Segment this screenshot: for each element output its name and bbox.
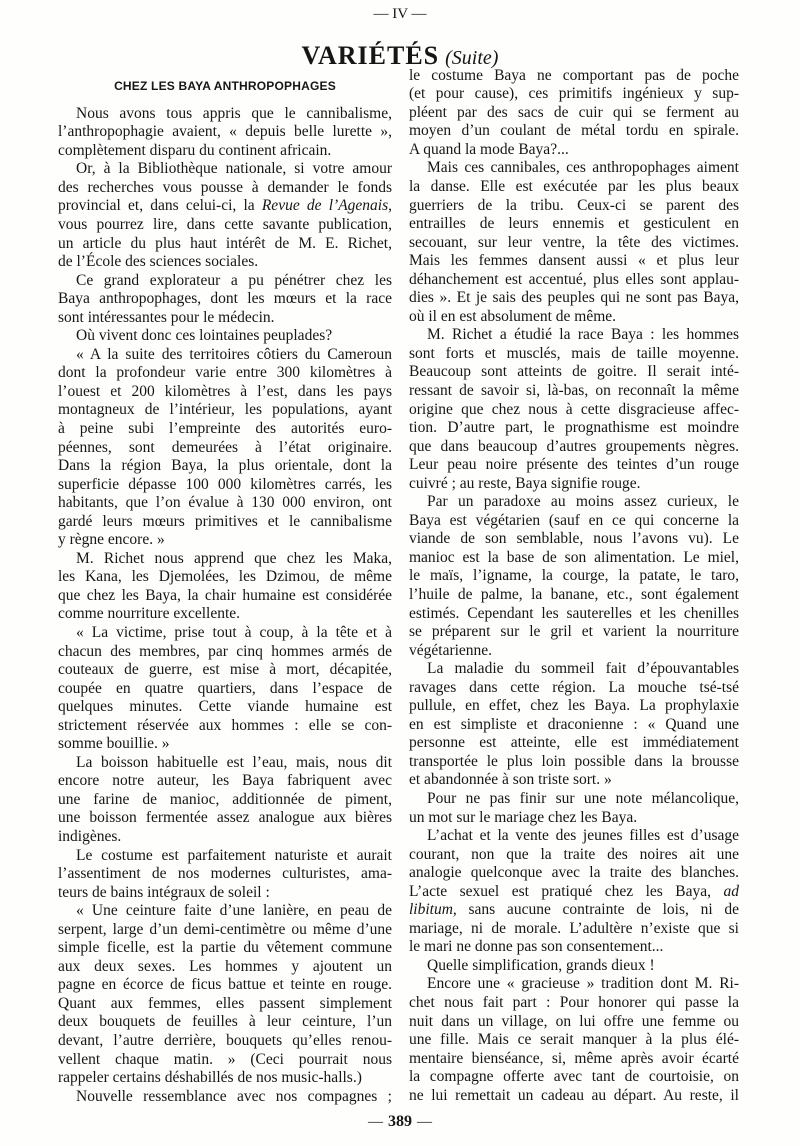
text-line: cuivré ; au reste, Baya signifie rouge.	[409, 474, 641, 492]
text-line: un article du plus haut intérêt de M. E. Richet,	[58, 234, 392, 252]
text-line: Encore une « gracieuse » tradition dont M. Ri-	[427, 975, 739, 993]
text-line: complètement disparu du continent africain.	[58, 141, 332, 159]
text-line: La maladie du sommeil fait d’épouvantables	[427, 660, 739, 678]
text-line: aux deux sexes. Les hommes y ajoutent un	[58, 957, 392, 975]
text-line: A quand la mode Baya?...	[409, 140, 569, 158]
paragraph	[409, 326, 739, 493]
section-title: VARIÉTÉS	[301, 41, 440, 70]
text-line: Baya est végétarien (sauf en ce qui concerne la	[409, 511, 739, 529]
text-line: encore notre auteur, les Baya fabriquent avec	[58, 772, 392, 790]
text-line: une fille. Mais ce serait manquer à la plus élé-	[409, 1031, 739, 1049]
right-column	[409, 67, 739, 1106]
text-line: ne lui remettait un cadeau au départ. Au reste, il	[409, 1086, 739, 1104]
text-line: Où vivent donc ces lointaines peuplades?	[76, 327, 333, 345]
text-line: estimés. Cependant les sauterelles et les chenilles	[409, 604, 739, 622]
text-line: des recherches vous pousse à demander le fonds	[58, 178, 392, 196]
text-line: et abandonnée à son triste sort. »	[409, 771, 612, 789]
paragraph	[58, 550, 392, 624]
text-line: pullule, en effet, chez les Baya. La prophylaxie	[409, 697, 739, 715]
text-line: Leur peau noire présente des teintes d’un rouge	[409, 456, 739, 474]
text-line: serpent, large d’un demi-centimètre ou même d’une	[58, 920, 392, 938]
text-line: mentaire bienséance, si, même après avoir écarté	[409, 1049, 739, 1067]
text-line: comme nourriture excellente.	[58, 605, 241, 623]
text-line: chacun des membres, par cinq hommes armés de	[58, 642, 392, 660]
text-line: rappeler certains déshabillés de nos music-halls.)	[58, 1069, 362, 1087]
text-line: l’huile de palme, la banane, etc., sont également	[409, 586, 739, 603]
text-line: à peine subi l’empreinte des autorités euro-	[58, 419, 392, 437]
paragraph	[409, 67, 739, 160]
text-line: que chez les Baya, la chair humaine est considérée	[58, 586, 392, 604]
text-line: de l’École des sciences sociales.	[58, 253, 259, 271]
text-line: une boisson fermentée assez analogue aux bières	[58, 809, 392, 827]
footer-dash-right: —	[417, 1114, 432, 1130]
text-line: secouant, sur leur ventre, la tête des victimes.	[409, 233, 739, 251]
text-line: une farine de manioc, additionnée de piment,	[58, 790, 392, 808]
text-line: habitants, que l’on évalue à 130 000 environ, ont	[58, 494, 392, 512]
text-line: mariage, ni de morale. L’adultère n’existe que si	[409, 919, 739, 937]
text-line: Beaucoup sont atteints de goitre. Il serait inté-	[409, 363, 739, 381]
text-line: gardé leurs mœurs primitives et le cannibalisme	[58, 512, 392, 530]
text-line: en est simpliste et draconienne : « Quand une	[409, 715, 739, 733]
paragraph	[409, 957, 739, 976]
text-line: L’achat et la vente des jeunes filles est d’usage	[427, 827, 739, 845]
text-line	[409, 883, 739, 902]
text-line: y règne encore. »	[58, 531, 165, 549]
text-line: Quelle simplification, grands dieux !	[427, 956, 655, 974]
text-line: strictement réservée aux hommes : elle se con-	[58, 716, 392, 734]
text-line: entrailles de leurs ennemis et gesticulent en	[409, 215, 739, 233]
text-line	[409, 901, 739, 920]
text-line: guerriers de la tribu. Ceux-ci se parent des	[409, 196, 739, 214]
text-line: « A la suite des territoires côtiers du Cameroun	[76, 345, 392, 363]
page-number: 389	[388, 1113, 412, 1130]
text-line: que dans beaucoup d’autres groupements nègres.	[409, 437, 739, 455]
text-line	[58, 197, 392, 216]
paragraph	[58, 327, 392, 346]
text-line: coupée en quatre quartiers, dans l’espace de	[58, 679, 392, 697]
italic-text: libitum	[409, 901, 453, 919]
text-line: (et pour cause), ces primitifs ingénieux y sup-	[409, 85, 739, 103]
paragraph	[58, 847, 392, 903]
text-line: nuit dans un village, on lui offre une femme ou	[409, 1012, 739, 1030]
text-line: teurs de bains intégraux de soleil :	[58, 883, 270, 901]
text-segment: , sans aucune contrainte de lois, ni de	[452, 901, 739, 919]
italic-text: ad	[723, 882, 739, 900]
running-head-page-number: — IV —	[373, 6, 427, 22]
text-line: M. Richet nous apprend que chez les Maka,	[76, 549, 392, 567]
text-line: couteaux de guerre, est mise à mort, décapitée,	[58, 661, 392, 679]
text-line: le maïs, l’igname, la courge, la patate, le taro,	[409, 567, 739, 585]
paragraph	[409, 159, 739, 326]
paragraph	[409, 790, 739, 827]
text-line: tion. D’autre part, le prognathisme est moindre	[409, 419, 739, 437]
paragraph	[58, 902, 392, 1087]
paragraph	[58, 1088, 392, 1107]
text-line: superficie dépasse 100 000 kilomètres carrés, les	[58, 475, 392, 493]
text-line: indigènes.	[58, 828, 122, 846]
text-line: péennes, sont demeurées à l’état originaire.	[58, 438, 392, 456]
text-line: origine que chez nous à cette disgracieuse affec-	[409, 400, 739, 418]
paragraph	[409, 827, 739, 957]
paragraph	[409, 493, 739, 660]
text-line: ressant de savoir si, là-bas, on reconnaît la même	[409, 381, 739, 399]
text-line: pléent par des sacs de cuir qui se ferment au	[409, 103, 739, 121]
text-line: chet nous fait part : Pour honorer qui passe la	[409, 994, 739, 1012]
text-line: courant, non que la traite des noires ait une	[409, 845, 739, 863]
text-line: analogie quelconque avec la traite des blanches.	[409, 864, 739, 882]
text-line: personne est atteinte, elle est immédiatement	[409, 734, 739, 752]
text-line: manioc est la base de son alimentation. Le miel,	[409, 548, 739, 566]
text-line: dies ». Et je sais des peuples qui ne sont pas Baya,	[409, 289, 739, 307]
text-line: Nous avons tous appris que le cannibalisme,	[76, 104, 392, 122]
text-line: Or, à la Bibliothèque nationale, si votre amour	[76, 160, 392, 178]
text-line: Nouvelle ressemblance avec nos compagnes ;	[76, 1087, 392, 1105]
text-line: le mari ne donne pas son consentement...	[409, 938, 664, 956]
text-line: moyen d’un coulant de métal tordu en spirale.	[409, 122, 739, 140]
text-line: Baya anthropophages, dont les mœurs et la race	[58, 290, 392, 308]
paragraph	[58, 754, 392, 847]
text-line: l’anthropophagie avaient, « depuis belle lurette »,	[58, 123, 392, 141]
text-line: ravages dans cette région. La mouche tsé-tsé	[409, 678, 739, 696]
italic-text: Revue de l’Agenais	[261, 197, 389, 215]
text-line: les Kana, les Djemolées, les Dzimou, de même	[58, 568, 392, 586]
text-line: somme bouillie. »	[58, 735, 170, 753]
left-column	[58, 105, 392, 1107]
text-line: Ce grand explorateur a pu pénétrer chez les	[76, 271, 392, 289]
text-line: Dans la région Baya, la plus orientale, dont la	[58, 457, 392, 475]
text-line: le costume Baya ne comportant pas de poche	[409, 66, 739, 84]
text-line: vous pourrez lire, dans cette savante publication,	[58, 215, 392, 233]
text-line: « Une ceinture faite d’une lanière, en peau de	[76, 902, 392, 920]
text-segment: provincial et, dans celui-ci, la	[58, 197, 262, 215]
text-line: dont la profondeur varie entre 300 kilomètres à	[58, 364, 392, 382]
text-line: sont forts et musclés, mais de taille moyenne.	[409, 344, 739, 362]
text-line: Par un paradoxe au moins assez curieux, le	[427, 493, 739, 511]
paragraph	[58, 346, 392, 550]
text-line: sont intéressantes pour le médecin.	[58, 308, 275, 326]
text-line: transportée le plus loin possible dans la brousse	[409, 752, 739, 770]
text-line: la danse. Elle est exécutée par les plus beaux	[409, 177, 739, 195]
text-line: vellent chaque matin. » (Ceci pourrait nous	[58, 1050, 392, 1068]
paragraph	[58, 160, 392, 271]
text-line: simple ficelle, est la partie du vêtement commune	[58, 939, 392, 957]
paragraph	[58, 105, 392, 161]
text-line: montagneux de l’intérieur, les populations, ayant	[58, 401, 392, 419]
text-line: « La victime, prise tout à coup, à la tête et à	[76, 624, 392, 641]
text-line: Mais ces cannibales, ces anthropophages aiment	[427, 159, 739, 177]
text-line: viande de son semblable, nous l’avons vu). Le	[409, 530, 739, 548]
footer-dash-left: —	[368, 1114, 383, 1130]
text-line: Le costume est parfaitement naturiste et aurait	[76, 846, 392, 864]
section-title-suffix: (Suite)	[445, 47, 499, 69]
text-line: Mais les femmes dansent aussi « et plus leur	[409, 252, 739, 270]
text-line: où il en est absolument de même.	[409, 307, 617, 325]
text-segment: ,	[388, 197, 393, 215]
text-line: Quant aux femmes, elles passent simplement	[58, 994, 392, 1012]
text-line: M. Richet a étudié la race Baya : les hommes	[427, 326, 739, 344]
paragraph	[58, 272, 392, 328]
text-line: déhanchement est accentué, plus elles sont applau-	[409, 270, 739, 288]
text-line: La boisson habituelle est l’eau, mais, nous dit	[76, 753, 392, 771]
text-line: Pour ne pas finir sur une note mélancolique,	[427, 790, 739, 808]
paragraph	[58, 624, 392, 754]
text-line: pagne en écorce de ficus battue et teinte en rouge.	[58, 976, 392, 994]
page-footer	[0, 1112, 800, 1132]
text-line: la compagne offerte avec tant de courtoisie, on	[409, 1068, 739, 1086]
article-title: CHEZ LES BAYA ANTHROPOPHAGES	[114, 79, 336, 93]
paragraph	[409, 975, 739, 1105]
text-line: se préparent sur le gril et varient la nourriture	[409, 623, 739, 641]
text-line: végétarienne.	[409, 641, 493, 659]
text-line: l’ouest et 200 kilomètres à l’est, dans les pays	[58, 382, 392, 400]
text-line: l’assentiment de nos modernes culturistes, ama-	[58, 865, 392, 883]
text-segment: L’acte sexuel est pratiqué chez les Baya,	[409, 882, 724, 900]
paragraph	[409, 660, 739, 790]
text-line: un mot sur le mariage chez les Baya.	[409, 808, 638, 826]
text-line: quelques minutes. Cette viande humaine est	[58, 698, 392, 716]
text-line: devant, l’autre derrière, bouquets qu’elles renou-	[58, 1032, 392, 1050]
text-line: deux bouquets de feuilles à leur ceinture, l’un	[58, 1013, 392, 1031]
